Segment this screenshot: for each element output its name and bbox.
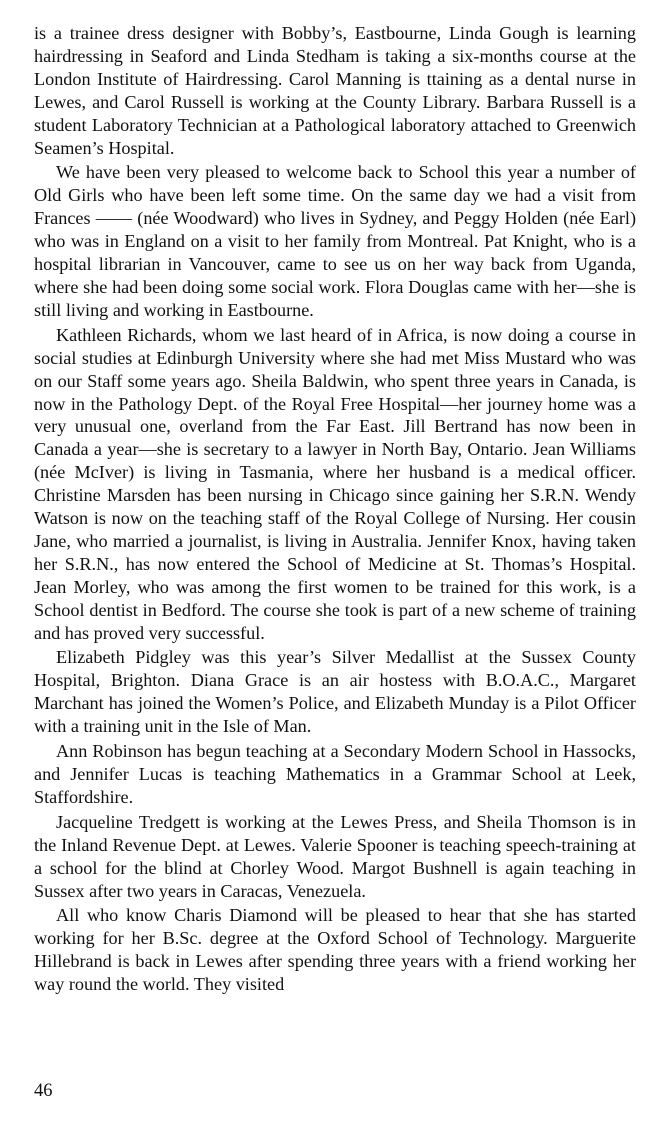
- paragraph-continued: is a trainee dress designer with Bobby’s, Eastbourne, Linda Gough is learning hairdressing in Seaford and Linda Stedham is taking a six-months course at the London Institute of Hairdressing. Carol Manning is ttaining as a dental nurse in Lewes, and Carol Russell is working at the County Library. Barbara Russell is a student Laboratory Technician at a Pathological laboratory attached to Greenwich Seamen’s Hospital.: [34, 23, 636, 158]
- paragraph-charis-diamond: All who know Charis Diamond will be pleased to hear that she has started working for her B.Sc. degree at the Oxford School of Technology. Marguerite Hillebrand is back in Lewes after spending three years with a friend working her way round the world. They visited: [34, 905, 636, 995]
- page-body: [34, 22, 636, 996]
- paragraph-elizabeth-pidgley: Elizabeth Pidgley was this year’s Silver Medallist at the Sussex County Hospital, Brighton. Diana Grace is an air hostess with B.O.A.C., Margaret Marchant has joined the Women’s Police, and Elizabeth Munday is a Pilot Officer with a training unit in the Isle of Man.: [34, 647, 636, 737]
- page-number: 46: [34, 1081, 53, 1101]
- paragraph-jacqueline-tredgett: Jacqueline Tredgett is working at the Lewes Press, and Sheila Thomson is in the Inland Revenue Dept. at Lewes. Valerie Spooner is teaching speech-training at a school for the blind at Chorley Wood. Margot Bushnell is again teaching in Sussex after two years in Caracas, Venezuela.: [34, 811, 636, 901]
- paragraph-kathleen-richards: Kathleen Richards, whom we last heard of in Africa, is now doing a course in social studies at Edinburgh University where she had met Miss Mustard who was on our Staff some years ago. Sheila Baldwin, who spent three years in Canada, is now in the Pathology Dept. of the Royal Free Hospital—her journey home was a very unusual one, overland from the Far East. Jill Bertrand has now been in Canada a year—she is secretary to a lawyer in North Bay, Ontario. Jean Williams (née McIver) is living in Tasmania, where her husband is a medical officer. Christine Marsden has been nursing in Chicago since gaining her S.R.N. Wendy Watson is now on the teaching staff of the Royal College of Nursing. Her cousin Jane, who married a journalist, is living in Australia. Jennifer Knox, having taken her S.R.N., has now entered the School of Medicine at St. Thomas’s Hospital. Jean Morley, who was among the first women to be trained for this work, is a School dentist in Bedford. The course she took is part of a new scheme of training and has proved very successful.: [34, 324, 636, 643]
- paragraph-ann-robinson: Ann Robinson has begun teaching at a Secondary Modern School in Hassocks, and Jennifer Lucas is teaching Mathematics in a Grammar School at Leek, Staffordshire.: [34, 741, 636, 807]
- paragraph-old-girls-visits: We have been very pleased to welcome back to School this year a number of Old Girls who have been left some time. On the same day we had a visit from Frances —— (née Woodward) who lives in Sydney, and Peggy Holden (née Earl) who was in England on a visit to her family from Montreal. Pat Knight, who is a hospital librarian in Vancouver, came to see us on her way back from Uganda, where she had been doing some social work. Flora Douglas came with her—she is still living and working in Eastbourne.: [34, 162, 636, 320]
